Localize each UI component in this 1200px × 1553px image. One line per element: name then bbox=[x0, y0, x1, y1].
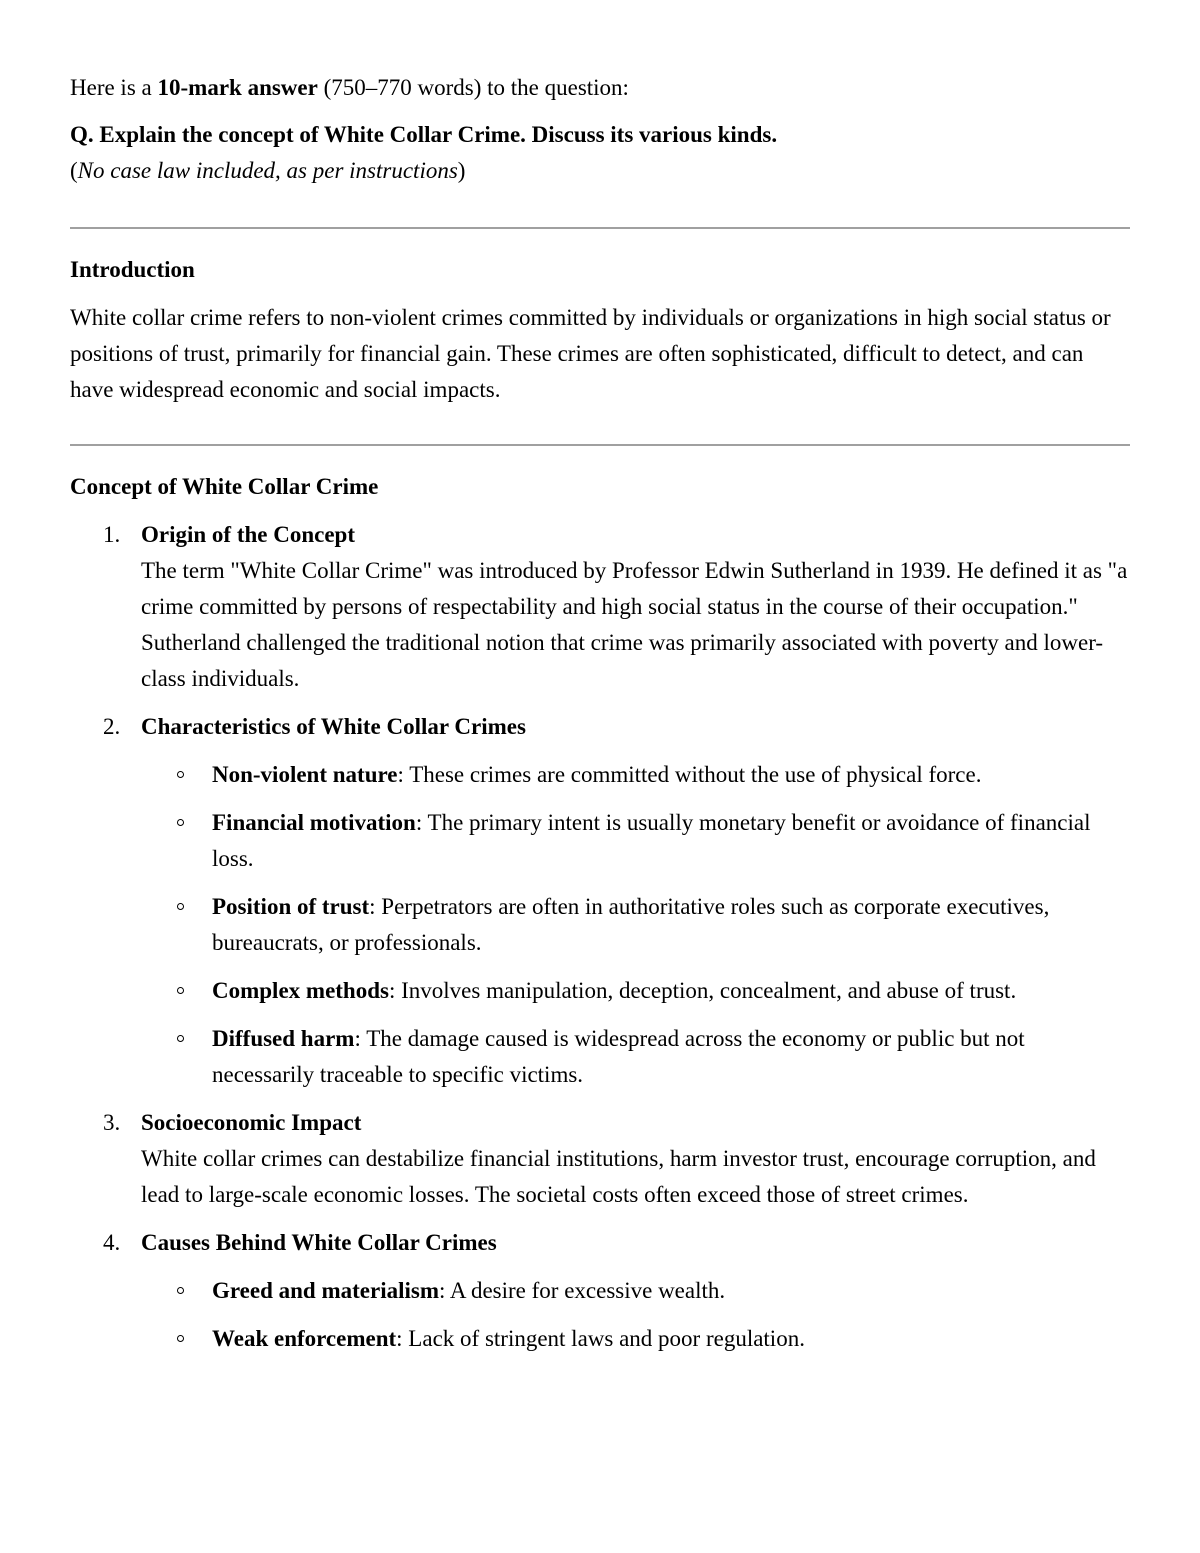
item-number: 3. bbox=[103, 1110, 121, 1135]
note-line bbox=[70, 153, 1130, 189]
circle-bullet-icon bbox=[177, 771, 184, 778]
bullet-text: : Lack of stringent laws and poor regulation. bbox=[396, 1326, 805, 1351]
bullet-text: : The damage caused is widespread across the economy or public but not necessarily traceable to specific victims. bbox=[212, 1026, 1025, 1087]
item-number: 2. bbox=[103, 714, 121, 739]
item-number: 4. bbox=[103, 1230, 121, 1255]
sub-list-item bbox=[141, 757, 1130, 793]
introduction-heading: Introduction bbox=[70, 257, 195, 282]
bullet-term: Non-violent nature bbox=[212, 762, 398, 787]
item-title: Characteristics of White Collar Crimes bbox=[141, 714, 526, 739]
sub-list-item bbox=[141, 1273, 1130, 1309]
concept-heading: Concept of White Collar Crime bbox=[70, 474, 379, 499]
lead-bold: 10-mark answer bbox=[157, 75, 318, 100]
introduction-text: White collar crime refers to non-violent crimes committed by individuals or organizations in high social status or positions of trust, primarily for financial gain. These crimes are often sophisticated, difficult to detect, and can have widespread economic and social impacts. bbox=[70, 305, 1111, 402]
question-line: Q. Explain the concept of White Collar Crime. Discuss its various kinds. bbox=[70, 122, 778, 147]
divider bbox=[70, 444, 1130, 446]
lead-suffix: (750–770 words) to the question: bbox=[317, 75, 629, 100]
divider bbox=[70, 227, 1130, 229]
item-title: Origin of the Concept bbox=[141, 522, 356, 547]
bullet-term: Diffused harm bbox=[212, 1026, 355, 1051]
concept-list bbox=[70, 517, 1130, 1357]
note-close: ) bbox=[457, 158, 466, 183]
note-open: ( bbox=[70, 158, 78, 183]
circle-bullet-icon bbox=[177, 903, 184, 910]
sub-list-item bbox=[141, 1021, 1130, 1093]
bullet-term: Greed and materialism bbox=[212, 1278, 439, 1303]
lead-prefix: Here is a bbox=[70, 75, 158, 100]
sub-list-item bbox=[141, 973, 1130, 1009]
sub-list-item bbox=[141, 889, 1130, 961]
list-item bbox=[70, 1105, 1130, 1213]
bullet-term: Weak enforcement bbox=[212, 1326, 397, 1351]
item-text: White collar crimes can destabilize financial institutions, harm investor trust, encourage corruption, and lead to large-scale economic losses. The societal costs often exceed those of street crimes. bbox=[141, 1146, 1096, 1207]
sub-list-item bbox=[141, 1321, 1130, 1357]
bullet-term: Position of trust bbox=[212, 894, 370, 919]
circle-bullet-icon bbox=[177, 1335, 184, 1342]
item-title: Socioeconomic Impact bbox=[141, 1110, 362, 1135]
bullet-text: : A desire for excessive wealth. bbox=[439, 1278, 726, 1303]
sub-list-item bbox=[141, 805, 1130, 877]
bullet-term: Financial motivation bbox=[212, 810, 416, 835]
item-text: The term "White Collar Crime" was introduced by Professor Edwin Sutherland in 1939. He defined it as "a crime committed by persons of respectability and high social status in the course of their occupation." Sutherland challenged the traditional notion that crime was primarily associated with poverty and lower-class individuals. bbox=[141, 558, 1128, 691]
note-italic: No case law included, as per instructions bbox=[77, 158, 458, 183]
bullet-term: Complex methods bbox=[212, 978, 389, 1003]
causes-list bbox=[141, 1273, 1130, 1357]
document-page bbox=[70, 70, 1130, 1357]
list-item bbox=[70, 709, 1130, 1093]
list-item bbox=[70, 517, 1130, 697]
bullet-text: : Perpetrators are often in authoritative roles such as corporate executives, bureaucrats, or professionals. bbox=[212, 894, 1050, 955]
bullet-text: : The primary intent is usually monetary benefit or avoidance of financial loss. bbox=[212, 810, 1091, 871]
characteristics-list bbox=[141, 757, 1130, 1093]
circle-bullet-icon bbox=[177, 1287, 184, 1294]
bullet-text: : These crimes are committed without the use of physical force. bbox=[397, 762, 982, 787]
circle-bullet-icon bbox=[177, 987, 184, 994]
bullet-text: : Involves manipulation, deception, concealment, and abuse of trust. bbox=[388, 978, 1017, 1003]
circle-bullet-icon bbox=[177, 1035, 184, 1042]
item-title: Causes Behind White Collar Crimes bbox=[141, 1230, 497, 1255]
list-item bbox=[70, 1225, 1130, 1357]
lead-line bbox=[70, 70, 1130, 106]
circle-bullet-icon bbox=[177, 819, 184, 826]
item-number: 1. bbox=[103, 522, 121, 547]
